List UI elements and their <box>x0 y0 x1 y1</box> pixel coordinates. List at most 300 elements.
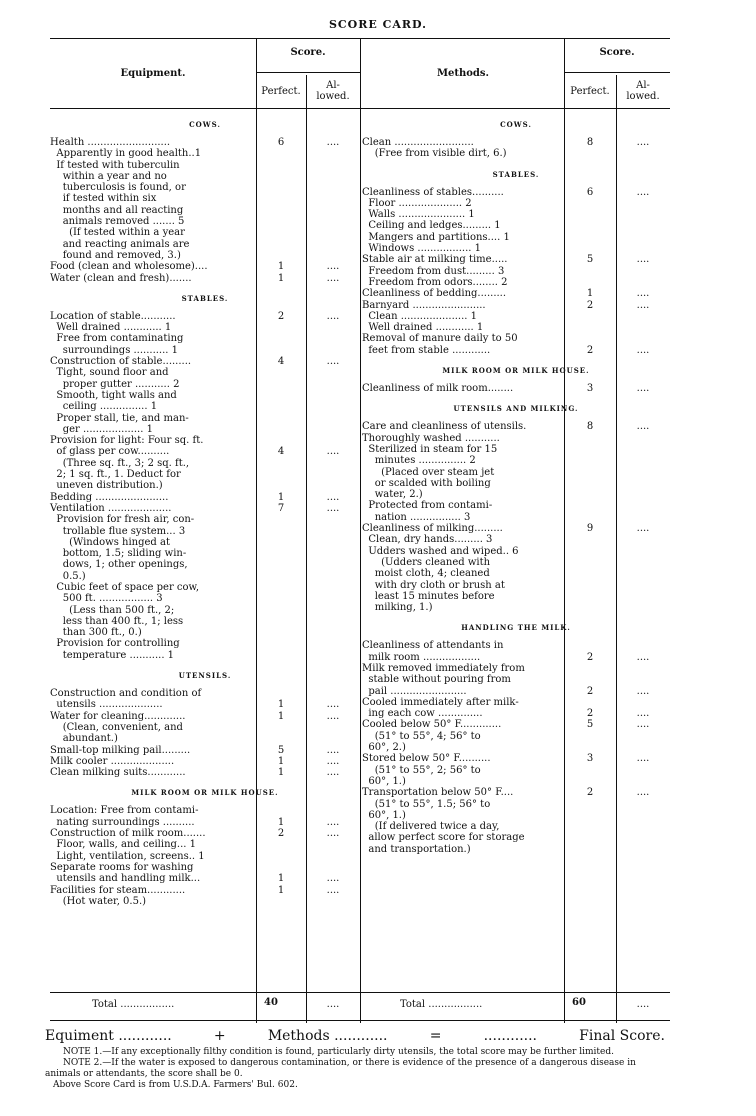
item-text: pail ........................ <box>362 685 467 697</box>
perfect-score <box>564 512 616 523</box>
score-row <box>50 873 360 884</box>
score-row <box>362 345 670 356</box>
item-text: (51° to 55°, 4; 56° to <box>362 730 481 742</box>
item-text: Windows ................. 1 <box>362 243 481 255</box>
allowed-score <box>616 444 670 455</box>
perfect-score <box>256 469 306 480</box>
perfect-score <box>256 435 306 446</box>
score-row <box>50 839 360 850</box>
score-row <box>362 708 670 719</box>
item-text: than 300 ft., 0.) <box>50 627 142 639</box>
score-row <box>50 593 360 604</box>
item-text: and transportation.) <box>362 843 471 855</box>
allowed-score <box>616 322 670 333</box>
item-text: Food (clean and wholesome).... <box>50 261 208 273</box>
perfect-score <box>564 776 616 787</box>
perfect-score: 2 <box>586 708 594 720</box>
allowed-score <box>306 571 360 582</box>
final-score-equation <box>45 1028 665 1044</box>
allowed-score <box>306 333 360 344</box>
score-row <box>362 478 670 489</box>
perfect-score <box>564 478 616 489</box>
methods-header: Methods. <box>436 68 490 79</box>
item-text: 60°, 2.) <box>362 742 406 754</box>
perfect-score <box>564 500 616 511</box>
allowed-score <box>616 198 670 209</box>
score-row <box>50 616 360 627</box>
score-row <box>362 209 670 220</box>
allowed-score: .... <box>636 708 650 720</box>
score-row <box>50 722 360 733</box>
perfect-score: 1 <box>277 261 285 273</box>
equipment-column <box>50 110 360 907</box>
perfect-score: 1 <box>277 816 285 828</box>
allowed-score <box>306 239 360 250</box>
allowed-score <box>616 467 670 478</box>
item-text: or scalded with boiling <box>362 477 491 489</box>
allowed-score <box>616 489 670 500</box>
perfect-score: 8 <box>586 421 594 433</box>
score-row <box>50 627 360 638</box>
item-text: Clean milking suits............ <box>50 767 186 779</box>
allowed-score <box>306 148 360 159</box>
perfect-score <box>256 367 306 378</box>
perfect-score: 1 <box>277 710 285 722</box>
equipment-header: Equipment. <box>120 68 186 79</box>
section-heading: MILK ROOM OR MILK HOUSE. <box>442 366 590 376</box>
perfect-score: 1 <box>277 491 285 503</box>
item-text: Freedom from odors........ 2 <box>362 276 508 288</box>
perfect-score <box>564 546 616 557</box>
score-row <box>362 198 670 209</box>
allowed-score <box>306 424 360 435</box>
item-text: Health .......................... <box>50 137 171 148</box>
item-text: (Udders cleaned with <box>362 556 491 568</box>
perfect-score <box>564 742 616 753</box>
allowed-score: .... <box>636 288 650 300</box>
allowed-score <box>616 765 670 776</box>
score-row <box>362 602 670 613</box>
score-row <box>362 534 670 545</box>
perfect-score <box>564 277 616 288</box>
perfect-score: 1 <box>277 884 285 896</box>
perfect-score <box>256 514 306 525</box>
allowed-score <box>306 469 360 480</box>
score-row <box>50 137 360 148</box>
section-heading: MILK ROOM OR MILK HOUSE. <box>131 788 279 798</box>
item-text: dows, 1; other openings, <box>50 559 188 571</box>
score-row <box>50 273 360 284</box>
score-row <box>362 300 670 311</box>
allowed-score <box>306 458 360 469</box>
perfect-score <box>256 250 306 261</box>
left-perfect-header: Perfect. <box>261 86 301 97</box>
score-row <box>50 503 360 514</box>
item-text: Facilities for steam............ <box>50 884 186 896</box>
perfect-score: 2 <box>277 828 285 840</box>
perfect-score: 1 <box>277 767 285 779</box>
allowed-score <box>616 810 670 821</box>
allowed-score <box>616 546 670 557</box>
perfect-score: 5 <box>277 744 285 756</box>
item-text: trollable flue system... 3 <box>50 525 186 537</box>
perfect-score: 2 <box>586 651 594 663</box>
final-score-blank: ............ <box>483 1028 537 1044</box>
item-text: 60°, 1.) <box>362 775 406 787</box>
allowed-score: .... <box>326 755 340 767</box>
perfect-score <box>256 379 306 390</box>
allowed-score <box>616 455 670 466</box>
allowed-score: .... <box>326 356 340 368</box>
perfect-score <box>256 896 306 907</box>
item-text: 60°, 1.) <box>362 809 406 821</box>
left-score-header: Score. <box>290 47 326 58</box>
score-row <box>50 356 360 367</box>
perfect-score <box>256 413 306 424</box>
allowed-score: .... <box>326 710 340 722</box>
allowed-score <box>306 435 360 446</box>
allowed-score <box>616 148 670 159</box>
score-row <box>362 810 670 821</box>
allowed-score <box>306 526 360 537</box>
item-text: tuberculosis is found, or <box>50 182 186 194</box>
item-text: months and all reacting <box>50 204 184 216</box>
perfect-score <box>564 731 616 742</box>
left-total-perfect: 40 <box>264 997 278 1008</box>
perfect-score <box>564 455 616 466</box>
item-text: with dry cloth or brush at <box>362 579 505 591</box>
score-row <box>362 277 670 288</box>
item-text: Proper stall, tie, and man- <box>50 412 189 424</box>
score-row <box>362 512 670 523</box>
perfect-score: 2 <box>586 685 594 697</box>
left-score-rule <box>256 72 360 73</box>
allowed-score: .... <box>636 383 650 395</box>
equals-sign: = <box>429 1028 442 1044</box>
item-text: If tested with tuberculin <box>50 159 180 171</box>
score-row <box>362 546 670 557</box>
item-text: (Free from visible dirt, 6.) <box>362 148 507 160</box>
score-row <box>50 435 360 446</box>
score-row <box>362 523 670 534</box>
score-row <box>50 390 360 401</box>
perfect-score <box>256 805 306 816</box>
item-text: (Windows hinged at <box>50 536 170 548</box>
right-total-perfect: 60 <box>572 997 586 1008</box>
item-text: Small-top milking pail......... <box>50 744 191 756</box>
score-row <box>362 383 670 394</box>
item-text: (Less than 500 ft., 2; <box>50 604 175 616</box>
allowed-score <box>616 277 670 288</box>
allowed-score <box>616 534 670 545</box>
item-text: 500 ft. ................. 3 <box>50 593 163 605</box>
score-row <box>50 492 360 503</box>
item-text: feet from stable ............ <box>362 344 491 356</box>
score-row <box>50 862 360 873</box>
perfect-score: 5 <box>586 719 594 731</box>
perfect-score: 6 <box>277 137 285 148</box>
allowed-score <box>616 557 670 568</box>
allowed-score <box>306 851 360 862</box>
allowed-score: .... <box>326 816 340 828</box>
score-row <box>362 799 670 810</box>
perfect-score <box>564 433 616 444</box>
perfect-score <box>256 322 306 333</box>
item-text: within a year and no <box>50 170 167 182</box>
score-row <box>362 322 670 333</box>
allowed-score <box>306 548 360 559</box>
allowed-score <box>306 896 360 907</box>
right-total-allowed: .... <box>636 999 650 1010</box>
item-text: Provision for controlling <box>50 638 180 650</box>
left-total-label: Total ................. <box>92 999 175 1010</box>
right-total-label: Total ................. <box>400 999 483 1010</box>
score-row <box>362 640 670 651</box>
score-row <box>362 232 670 243</box>
section-heading: STABLES. <box>181 293 229 303</box>
perfect-score <box>256 160 306 171</box>
perfect-score <box>256 390 306 401</box>
item-text: (51° to 55°, 1.5; 56° to <box>362 798 491 810</box>
perfect-score <box>256 548 306 559</box>
section-heading: STABLES. <box>492 169 540 179</box>
perfect-score <box>256 733 306 744</box>
perfect-score <box>564 844 616 855</box>
score-row <box>50 379 360 390</box>
equipment-blank: Equiment ............ <box>45 1028 172 1044</box>
score-row <box>50 182 360 193</box>
item-text: Light, ventilation, screens.. 1 <box>50 850 205 862</box>
perfect-score <box>564 148 616 159</box>
allowed-score: .... <box>326 699 340 711</box>
item-text: Cleanliness of attendants in <box>362 640 504 652</box>
perfect-score <box>564 832 616 843</box>
allowed-score <box>616 591 670 602</box>
score-row <box>362 489 670 500</box>
allowed-score <box>306 627 360 638</box>
allowed-score <box>616 663 670 674</box>
item-text: Stable air at milking time..... <box>362 254 508 266</box>
perfect-score <box>256 582 306 593</box>
perfect-score <box>564 557 616 568</box>
perfect-score <box>256 627 306 638</box>
perfect-score <box>256 650 306 661</box>
allowed-score <box>306 480 360 491</box>
score-row <box>50 582 360 593</box>
item-text: Clean, dry hands......... 3 <box>362 534 493 546</box>
item-text: Floor, walls, and ceiling... 1 <box>50 839 196 851</box>
score-row <box>50 205 360 216</box>
score-row <box>50 638 360 649</box>
item-text: proper gutter ........... 2 <box>50 378 180 390</box>
item-text: nation ................ 3 <box>362 511 471 523</box>
score-row <box>50 216 360 227</box>
score-row <box>50 311 360 322</box>
perfect-score <box>564 266 616 277</box>
allowed-score <box>616 580 670 591</box>
score-row <box>50 261 360 272</box>
allowed-score <box>306 862 360 873</box>
allowed-score <box>306 345 360 356</box>
item-text: Care and cleanliness of utensils. <box>362 421 527 433</box>
perfect-score <box>256 851 306 862</box>
perfect-score <box>564 765 616 776</box>
section-heading: COWS. <box>189 120 221 129</box>
perfect-score: 8 <box>586 137 594 148</box>
perfect-score: 2 <box>586 787 594 799</box>
item-text: less than 400 ft., 1; less <box>50 615 184 627</box>
perfect-score: 1 <box>586 288 594 300</box>
perfect-score <box>256 537 306 548</box>
perfect-score <box>256 239 306 250</box>
score-row <box>362 433 670 444</box>
item-text: (Hot water, 0.5.) <box>50 895 147 907</box>
score-row <box>50 605 360 616</box>
item-text: temperature ........... 1 <box>50 649 175 661</box>
perfect-score <box>256 216 306 227</box>
allowed-score: .... <box>636 685 650 697</box>
perfect-score: 2 <box>277 310 285 322</box>
allowed-score: .... <box>636 787 650 799</box>
item-text: moist cloth, 4; cleaned <box>362 568 490 580</box>
score-row <box>362 467 670 478</box>
score-row <box>50 239 360 250</box>
allowed-score <box>306 605 360 616</box>
item-text: Location: Free from contami- <box>50 805 199 817</box>
score-row <box>50 548 360 559</box>
allowed-score <box>616 844 670 855</box>
score-row <box>50 333 360 344</box>
final-score-label: Final Score. <box>579 1028 665 1044</box>
score-row <box>50 446 360 457</box>
item-text: water, 2.) <box>362 489 423 501</box>
perfect-score <box>256 605 306 616</box>
item-text: uneven distribution.) <box>50 480 163 492</box>
item-text: Cleanliness of milking......... <box>362 523 503 535</box>
perfect-score <box>256 171 306 182</box>
perfect-score <box>256 526 306 537</box>
item-text: Clean ..................... 1 <box>362 310 477 322</box>
allowed-score: .... <box>636 651 650 663</box>
perfect-score <box>564 568 616 579</box>
allowed-score <box>616 333 670 344</box>
allowed-score <box>306 722 360 733</box>
allowed-score: .... <box>326 884 340 896</box>
item-text: Location of stable........... <box>50 310 176 322</box>
item-text: (Three sq. ft., 3; 2 sq. ft., <box>50 457 190 469</box>
score-row <box>362 652 670 663</box>
score-row <box>50 250 360 261</box>
allowed-score <box>616 742 670 753</box>
allowed-score <box>306 839 360 850</box>
score-row <box>362 455 670 466</box>
item-text: Thoroughly washed ........... <box>362 432 500 444</box>
allowed-score <box>616 832 670 843</box>
score-row <box>50 171 360 182</box>
item-text: Tight, sound floor and <box>50 367 169 379</box>
note-2: NOTE 2.—If the water is exposed to dangerous contamination, or there is evidence of the presence of a dangerous disease in animals or attendants, the score shall be 0. <box>45 1058 636 1079</box>
perfect-score <box>564 220 616 231</box>
score-row <box>362 187 670 198</box>
allowed-score <box>306 216 360 227</box>
item-text: stable without pouring from <box>362 674 511 686</box>
item-text: Barnyard ....................... <box>362 299 486 311</box>
score-row <box>50 896 360 907</box>
allowed-score <box>306 413 360 424</box>
note-1: NOTE 1.—If any exceptionally filthy condition is found, particularly dirty utensils, the total score may be further limited. <box>63 1047 614 1057</box>
score-row <box>50 193 360 204</box>
item-text: Udders washed and wiped.. 6 <box>362 545 519 557</box>
perfect-score <box>256 571 306 582</box>
perfect-score <box>564 697 616 708</box>
allowed-score: .... <box>636 523 650 535</box>
allowed-score <box>616 512 670 523</box>
item-text: (If tested within a year <box>50 227 185 239</box>
allowed-score: .... <box>636 344 650 356</box>
item-text: milk room .................. <box>362 651 481 663</box>
item-text: Ceiling and ledges......... 1 <box>362 220 501 232</box>
score-row <box>362 591 670 602</box>
score-row <box>362 663 670 674</box>
perfect-score <box>256 862 306 873</box>
item-text: Transportation below 50° F.... <box>362 787 514 799</box>
allowed-score <box>616 640 670 651</box>
allowed-score: .... <box>636 753 650 765</box>
item-text: utensils .................... <box>50 699 163 711</box>
allowed-score <box>306 616 360 627</box>
score-row <box>362 776 670 787</box>
right-score-rule <box>564 72 670 73</box>
total-top-rule <box>50 992 670 993</box>
perfect-score <box>256 401 306 412</box>
score-row <box>362 266 670 277</box>
perfect-score <box>256 345 306 356</box>
page-title: SCORE CARD. <box>328 18 428 31</box>
item-text: Water for cleaning............. <box>50 710 186 722</box>
item-text: Construction and condition of <box>50 688 202 700</box>
score-row <box>362 742 670 753</box>
allowed-score: .... <box>326 828 340 840</box>
score-row <box>362 288 670 299</box>
perfect-score: 1 <box>277 699 285 711</box>
item-text: Cooled immediately after milk- <box>362 696 519 708</box>
item-text: animals removed ....... 5 <box>50 216 185 228</box>
allowed-score <box>616 209 670 220</box>
item-text: 0.5.) <box>50 570 86 582</box>
perfect-score: 1 <box>277 272 285 284</box>
score-row <box>50 322 360 333</box>
section-heading: HANDLING THE MILK. <box>461 623 571 633</box>
item-text: Well drained ............ 1 <box>50 322 172 334</box>
allowed-score <box>616 478 670 489</box>
item-text: Stored below 50° F.......... <box>362 753 491 765</box>
allowed-score <box>616 674 670 685</box>
score-row <box>50 148 360 159</box>
allowed-score: .... <box>326 137 340 148</box>
allowed-score <box>306 559 360 570</box>
allowed-score: .... <box>326 261 340 273</box>
perfect-score: 2 <box>586 344 594 356</box>
allowed-score <box>306 182 360 193</box>
score-row <box>50 733 360 744</box>
score-row <box>362 568 670 579</box>
allowed-score <box>306 160 360 171</box>
perfect-score <box>256 480 306 491</box>
score-row <box>362 254 670 265</box>
score-row <box>50 227 360 238</box>
item-text: Provision for light: Four sq. ft. <box>50 435 204 447</box>
perfect-score: 1 <box>277 755 285 767</box>
